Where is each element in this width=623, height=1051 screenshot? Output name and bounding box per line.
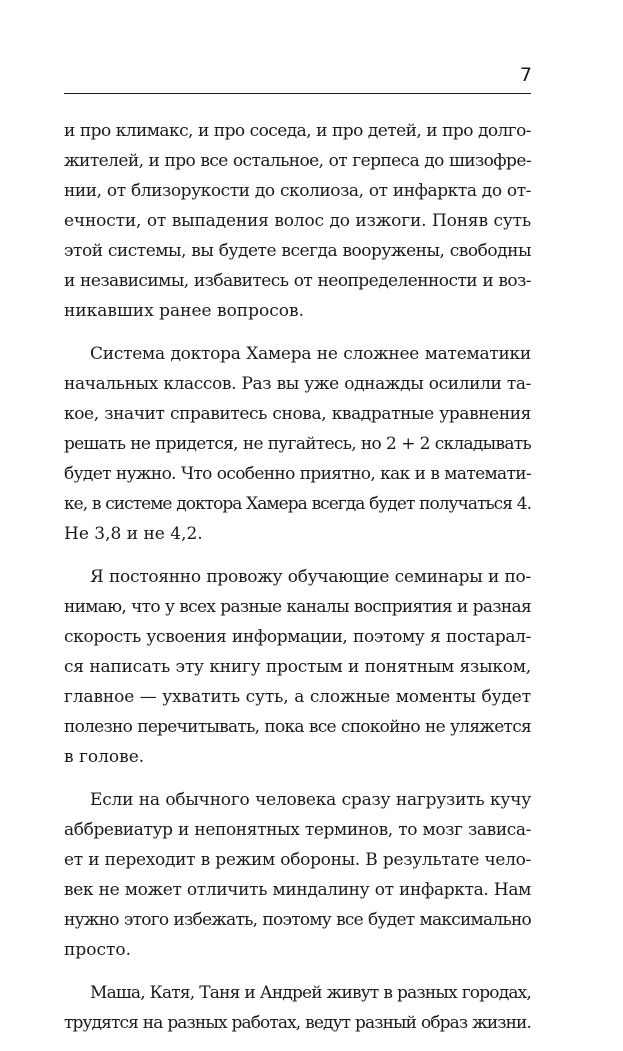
text-line: век не может отличить миндалину от инфаркта. Нам bbox=[64, 880, 531, 900]
text-line: будет нужно. Что особенно приятно, как и в математи- bbox=[64, 464, 531, 484]
text-line: трудятся на разных работах, ведут разный образ жизни. bbox=[64, 1013, 531, 1033]
text-line: ет и переходит в режим обороны. В результате чело- bbox=[64, 850, 531, 870]
text-line: Не 3,8 и не 4,2. bbox=[64, 524, 203, 544]
text-line: ечности, от выпадения волос до изжоги. Поняв суть bbox=[64, 211, 531, 231]
text-line: скорость усвоения информации, поэтому я постарал- bbox=[64, 627, 531, 647]
text-line: Я постоянно провожу обучающие семинары и по- bbox=[90, 567, 531, 587]
text-line: полезно перечитывать, пока все спокойно не уляжется bbox=[64, 717, 531, 737]
paragraph bbox=[64, 562, 531, 772]
paragraph bbox=[64, 785, 531, 965]
text-line: жителей, и про все остальное, от герпеса до шизофре- bbox=[64, 151, 531, 171]
text-line: Система доктора Хамера не сложнее математики bbox=[90, 344, 531, 364]
text-line: аббревиатур и непонятных терминов, то мозг зависа- bbox=[64, 820, 531, 840]
text-line: нужно этого избежать, поэтому все будет максимально bbox=[64, 910, 531, 930]
text-line: решать не придется, не пугайтесь, но 2 + 2 складывать bbox=[64, 434, 531, 454]
paragraph bbox=[64, 978, 531, 1038]
header-rule bbox=[64, 93, 531, 94]
text-line: ке, в системе доктора Хамера всегда будет получаться 4. bbox=[64, 494, 531, 514]
text-line: Маша, Катя, Таня и Андрей живут в разных городах, bbox=[90, 983, 531, 1003]
text-line: кое, значит справитесь снова, квадратные уравнения bbox=[64, 404, 531, 424]
page-number: 7 bbox=[519, 64, 532, 86]
text-line: главное — ухватить суть, а сложные моменты будет bbox=[64, 687, 531, 707]
text-line: нимаю, что у всех разные каналы восприятия и разная bbox=[64, 597, 531, 617]
paragraph bbox=[64, 116, 531, 326]
text-line: и независимы, избавитесь от неопределенности и воз- bbox=[64, 271, 531, 291]
text-line: и про климакс, и про соседа, и про детей, и про долго- bbox=[64, 121, 531, 141]
text-line: начальных классов. Раз вы уже однажды осилили та- bbox=[64, 374, 531, 394]
body-text bbox=[64, 116, 531, 1051]
text-line: просто. bbox=[64, 940, 132, 960]
text-line: в голове. bbox=[64, 747, 145, 767]
text-line: никавших ранее вопросов. bbox=[64, 301, 304, 321]
text-line: ся написать эту книгу простым и понятным языком, bbox=[64, 657, 531, 677]
text-line: нии, от близорукости до сколиоза, от инфаркта до от- bbox=[64, 181, 531, 201]
text-line: Если на обычного человека сразу нагрузить кучу bbox=[90, 790, 531, 810]
paragraph bbox=[64, 339, 531, 549]
text-line: этой системы, вы будете всегда вооружены, свободны bbox=[64, 241, 531, 261]
